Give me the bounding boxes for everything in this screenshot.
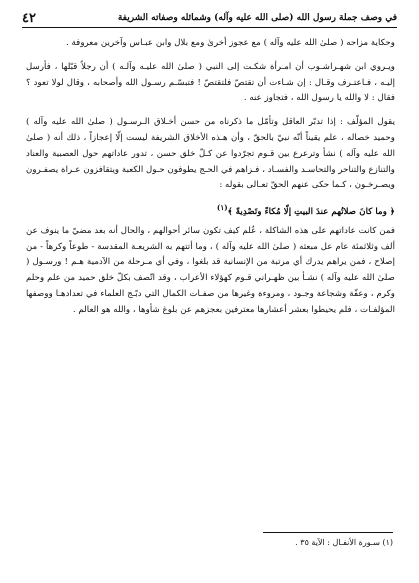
paragraph-2: ويـروي ابن شهـراشـوب أن امـرأة شكـت إلى النبي ( صلىٰ الله عليـه وآلـه ) أن رجلاً قبّلها ، فأرسل إليـه ، فـاعتـرف وقـال : إن شـاءت أن تقتصّ فلتقتصّ ! فتبسّـم رسـول الله وأصحابه ، وقال لولا تعود ؟ فقال : لا والله يا رسول الله ، فتجاوز عنه . <box>26 61 395 104</box>
paragraph-1: وحكاية مزاحه ( صلىٰ الله عليه وآله ) مع عجوز أخرىٰ ومع بلال وابن عبـاس وآخرين معروفة . <box>65 38 395 48</box>
quranic-verse <box>26 200 395 221</box>
paragraph-3: يقول المؤلّف : إذا تدبّر العاقل وتأمّل ما ذكرناه من حسن أخـلاق الـرسـول ( صلىٰ الله عليه وآله ) وحميد خصاله ، علم يقيناً أنّه نبيّ بالحقّ ، وأن هـذه الأخلاق الشريفة ليست إلّا إعجازاً ، ذلك أنه ( صلىٰ الله عليه وآله ) نشأ وترعرع بين قـوم تجرّدوا عن كـلّ خلق حسن ، تدور عاداتهم حول العصبية والعناد والتنازع والتناحر والتحاسـد والفسـاد ، فـزاهم في الحـج يطوفون حـول الكعبة ويتقافزون عـراة يصفـرون ويصـرخـون ، كـما حكى عنهم الحقّ تعـالى بقوله : <box>26 117 395 191</box>
footnote-separator <box>263 532 393 533</box>
verse-text: ﴿ وما كانَ صلاتُهم عندَ البيتِ إلّا مُكاءً وتَصْدِيةً ﴾ <box>227 207 395 218</box>
page-number: ٤٢ <box>22 10 36 26</box>
footnote: (١) سـورة الأنفـال : الآية ٣٥ . <box>295 538 393 547</box>
verse-footnote-ref: (١) <box>216 203 228 213</box>
page-body <box>26 36 395 319</box>
running-title: في وصف جملة رسول الله (صلى الله عليه وآله) وشمائله وصفاته الشريفة <box>117 13 397 23</box>
running-header <box>22 9 397 28</box>
paragraph-4: فمن كانت عاداتهم على هذه الشاكلة ، عُلم كيف تكون سائر أحوالهم ، والحال أنه بعد مضيّ ما ينوف عن ألف وثلاثمئة عام عل مبعثه ( صلىٰ الله عليه وآله ) ، وما أتتهم به الشريعـة المقدسة - طوعاً وكرهاً - من إصلاح ، فمن يراهم يدرك أي مرتبة من الإنسانية قد بلغوا ، وفي أي مـرحلة من الآدمية هـم ! ورسـول ( صلىٰ الله عليه وآله ) نشـأ بين ظهـراني قـوم كهؤلاء الأعراب ، وقد اتّصف بكلّ خلق حميد من علم وحلم وكرم ، وعفّة وشجاعة وجـود ، ومروءة وغيرها من صفـات الكمال التي دبّـج العلماء في تعدادهـا ووصفها المؤلفـات ، فلم يحيطوا بعشر أعشارها معترفين بعجزهم عن بلوغ شأوها ، والله هو العالم . <box>26 225 395 315</box>
